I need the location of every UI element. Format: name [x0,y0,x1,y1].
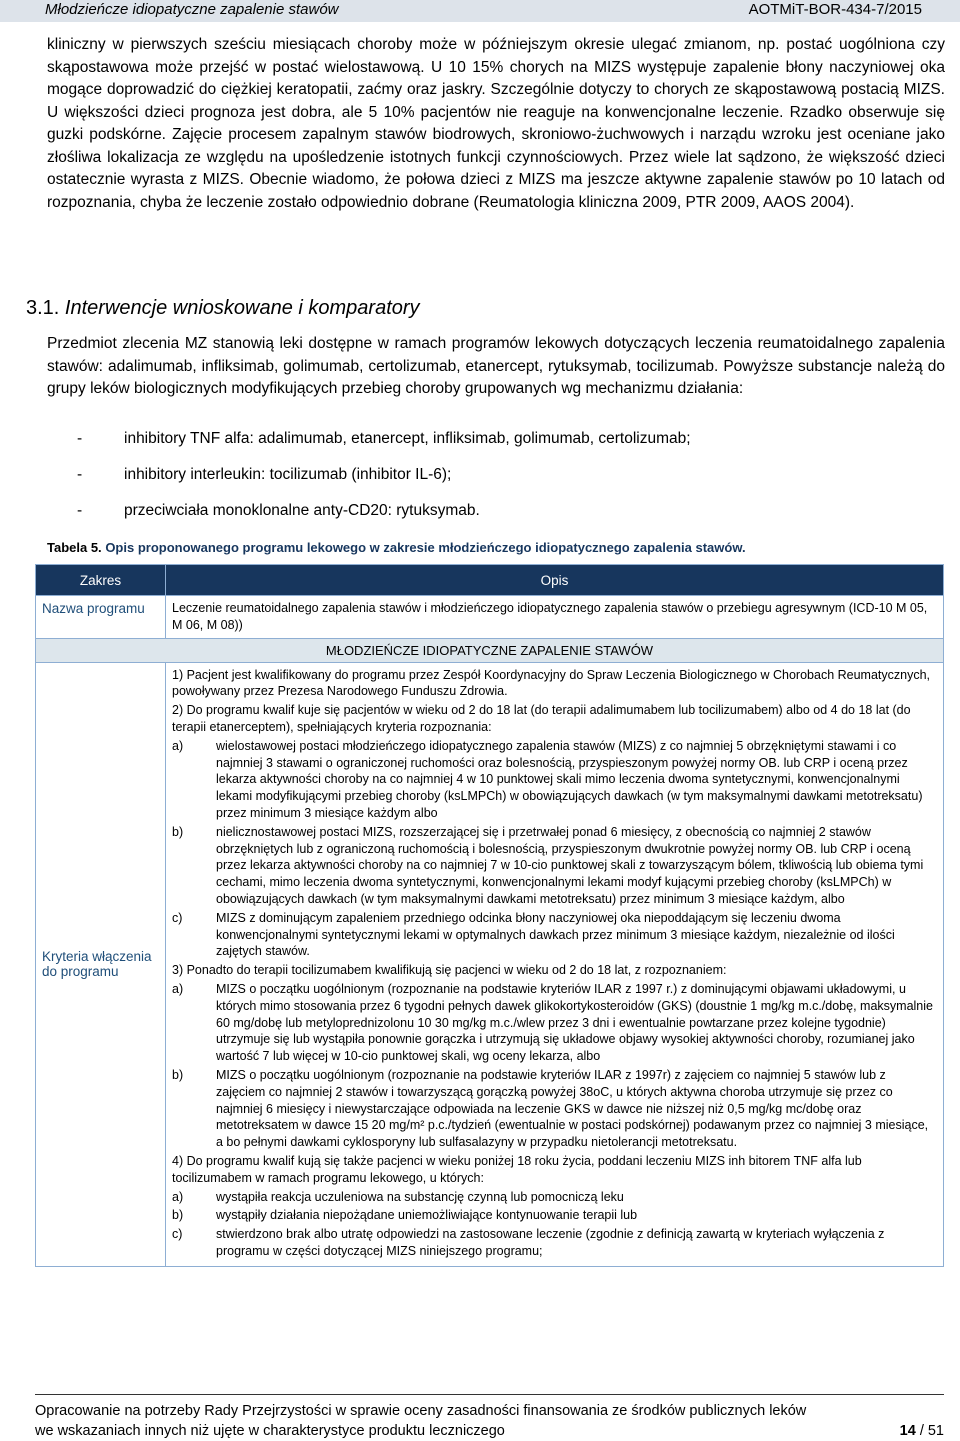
criterion-2: 2) Do programu kwalif kuje się pacjentów w wieku od 2 do 18 lat (do terapii adalimumabem lub tocilizumabem) albo od 4 do 18 lat (do terapii etanerceptem), spełniających kryteria rozpoznania: [172,703,911,734]
section-title: Interwencje wnioskowane i komparatory [64,297,420,319]
criteria-label: Kryteria włączenia do programu [36,662,166,1266]
list-item: c) stwierdzono brak albo utratę odpowiedzi na zastosowane leczenie (zgodnie z definicją zawartą w kryteriach wyłączenia z programu w części dotyczącej MIZS niniejszego programu; [172,1227,885,1258]
mechanism-list [77,430,937,538]
criterion-1: 1) Pacjent jest kwalifikowany do programu przez Zespół Koordynacyjny do Spraw Leczenia Biologicznego w Chorobach Reumatycznych, powoływany przez Prezesa Narodowego Funduszu Zdrowia. [172,667,931,699]
caption-text: Opis proponowanego programu lekowego w zakresie młodzieńczego idiopatycznego zapalenia stawów. [105,540,746,555]
section-heading [26,297,420,320]
name-value: Leczenie reumatoidalnego zapalenia stawów i młodzieńczego idiopatycznego zapalenia stawów o przebiegu agresywnym (ICD-10 M 05, M 06, M 08)) [166,596,944,639]
intro-paragraph: kliniczny w pierwszych sześciu miesiącach choroby może w późniejszym okresie ulegać zmianom, np. postać uogólniona czy skąpostawowa może przejść w postać wielostawową. U 10 15% chorych na MIZS występuje zapalenie błony naczyniowej oka mogące doprowadzić do ciężkiej keratopatii, zaćmy oraz jaskry. Szczególnie dotyczy to chorych ze skąpostawową postacią MIZS. U większości dzieci prognoza jest dobra, ale 5 10% pacjentów nie reaguje na konwencjonalne leczenie. Rzadko obserwuje się guzki podskórne. Zajęcie procesem zapalnym stawów biodrowych, skroniowo-żuchwowych i narządu wzroku jest oceniane jako złośliwa lokalizacja ze względu na upośledzenie istotnych funkcji czynnościowych. Przez wiele lat sądzono, że większość dzieci ostatecznie wyrasta z MIZS. Obecnie wiadomo, że połowa dzieci z MIZS ma jeszcze aktywne zapalenie stawów po 10 latach od rozpoznania, chyba że leczenie zostało odpowiednio dobrane (Reumatologia kliniczna 2009, PTR 2009, AAOS 2004). [47,36,945,211]
table-row [36,638,944,662]
header-opis: Opis [166,565,944,596]
section-band: MŁODZIEŃCZE IDIOPATYCZNE ZAPALENIE STAWÓW [36,638,944,662]
program-table [35,564,944,1267]
table-row [36,662,944,1266]
header-zakres: Zakres [36,565,166,596]
page-number: 14 / 51 [899,1423,944,1439]
footer-divider [35,1394,944,1395]
list-item: a) wielostawowej postaci młodzieńczego idiopatycznego zapalenia stawów (MIZS) z co najmniej 5 obrzękniętymi stawami i co najmniej 3 stawami o ograniczonej ruchomości oraz bolesnością, przyspieszonym powyżej normy OB. lub CRP i oceną przez lekarza aktywności choroby na co najmniej 4 w 10 punktowej skali mimo leczenia dwoma syntetycznymi, konwencjonalnymi lekami modyfikującymi przebieg choroby (ksLMPCh) w obowiązujących dawkach (w tym maksymalnymi dawkami metotreksatu) przez minimum 3 miesiące każdym albo [172,738,923,820]
footer-line-1: Opracowanie na potrzeby Rady Przejrzystości w sprawie oceny zasadności finansowania ze środków publicznych leków [35,1403,807,1419]
criterion-3: 3) Ponadto do terapii tocilizumabem kwalifikują się pacjenci w wieku od 2 do 18 lat, z rozpoznaniem: [172,963,727,978]
list-item: a) MIZS o początku uogólnionym (rozpoznanie na podstawie kryteriów ILAR z 1997 r.) z dominującymi objawami układowymi, u których mimo stosowania przez 6 tygodni pełnych dawek glikokortykosteroidów (GKS) (doustnie 1 mg/kg m.c./dobę, maksymalnie 60 mg/dobę lub metyloprednizolonu 10 30 mg/kg m.c./wlew przez 3 dni i ewentualnie powtarzane przez kolejne tygodnie) utrzymuje się lub wystąpiła ponownie gorączka i utrzymują się układowe objawy wysokiej aktywności choroby, rozumianej jako wartość 7 lub więcej w 10-cio punktowej skali, wg oceny lekarza, albo [172,981,933,1064]
header-title: Młodzieńcze idiopatyczne zapalenie stawów [45,1,339,18]
header-doc-id: AOTMiT-BOR-434-7/2015 [748,1,922,18]
list-item: b) wystąpiły działania niepożądane uniemożliwiające kontynuowanie terapii lub [172,1208,638,1223]
page-footer [35,1401,944,1441]
list-item: c) MIZS z dominującym zapaleniem przedniego odcinka błony naczyniowej oka niepoddającym się leczeniu dwoma konwencjonalnymi syntetycznymi lekami w optymalnych dawkach przez minimum 3 miesiące każdym, niezależnie od ilości zajętych stawów. [172,910,895,959]
table-caption [47,540,746,555]
section-number: 3.1. [26,297,60,319]
table-header-row [36,565,944,596]
page-header [0,0,960,22]
list-item: - inhibitory TNF alfa: adalimumab, etanercept, infliksimab, golimumab, certolizumab; [77,430,691,447]
name-label: Nazwa programu [36,596,166,639]
table-row [36,596,944,639]
criterion-4: 4) Do programu kwalif kują się także pacjenci w wieku poniżej 18 roku życia, poddani leczeniu MIZS inh bitorem TNF alfa lub tocilizumabem w ramach programu lekowego, u których: [172,1153,862,1185]
section-paragraph: Przedmiot zlecenia MZ stanowią leki dostępne w ramach programów lekowych dotyczących leczenia reumatoidalnego zapalenia stawów: adalimumab, infliksimab, golimumab, certolizumab, etanercept, rytuksymab, tocilizumab. Powyższe substancje należą do grupy leków biologicznych modyfikujących przebieg choroby grupowanych wg mechanizmu działania: [47,335,945,397]
list-item: b) nielicznostawowej postaci MIZS, rozszerzającej się i przetrwałej ponad 6 miesięcy, z obecnością co najmniej 2 stawów obrzękniętych lub z ograniczoną ruchomością i bolesnością, przyspieszonym dwukrotnie powyżej normy OB. lub CRP i oceną przez lekarza aktywności choroby na co najmniej 7 w 10-cio punktowej skali z towarzyszącym bólem, tkliwością lub obiema tymi cechami, mimo leczenia dwoma syntetycznymi, konwencjonalnymi lekami modyf kującymi przebieg choroby (ksLMPCh) w obowiązujących dawkach (w tym maksymalnymi dawkami metotreksatu) przez minimum 3 miesiące każdym, albo [172,824,924,906]
list-item: - przeciwciała monoklonalne anty-CD20: rytuksymab. [77,502,480,519]
list-item: a) wystąpiła reakcja uczuleniowa na substancję czynną lub pomocniczą leku [172,1189,624,1204]
list-item: b) MIZS o początku uogólnionym (rozpoznanie na podstawie kryteriów ILAR z 1997r) z zajęciem co najmniej 5 stawów lub z zajęciem co najmniej 2 stawów i towarzyszącą gorączką powyżej 38oC, u których aktywna choroba utrzymuje się przez co najmniej 6 miesięcy i niewystarczające odpowiada na leczenie GKS w dawce nie niższej niż 0,5 mg/kg mc/dobę oraz metotreksatem w dawce 15 20 mg/m² p.c./tydzień (ewentualnie w postaci podskórnej) podawanym przez co najmniej 3 miesiące, a bo pełnymi dawkami cyklosporyny lub sulfasalazyny w przypadku nietolerancji metotreksatu. [172,1067,929,1150]
list-item: - inhibitory interleukin: tocilizumab (inhibitor IL-6); [77,466,452,483]
criteria-content [166,662,944,1266]
footer-line-2: we wskazaniach innych niż ujęte w charakterystyce produktu leczniczego [35,1423,505,1439]
caption-label: Tabela 5. [47,540,102,555]
